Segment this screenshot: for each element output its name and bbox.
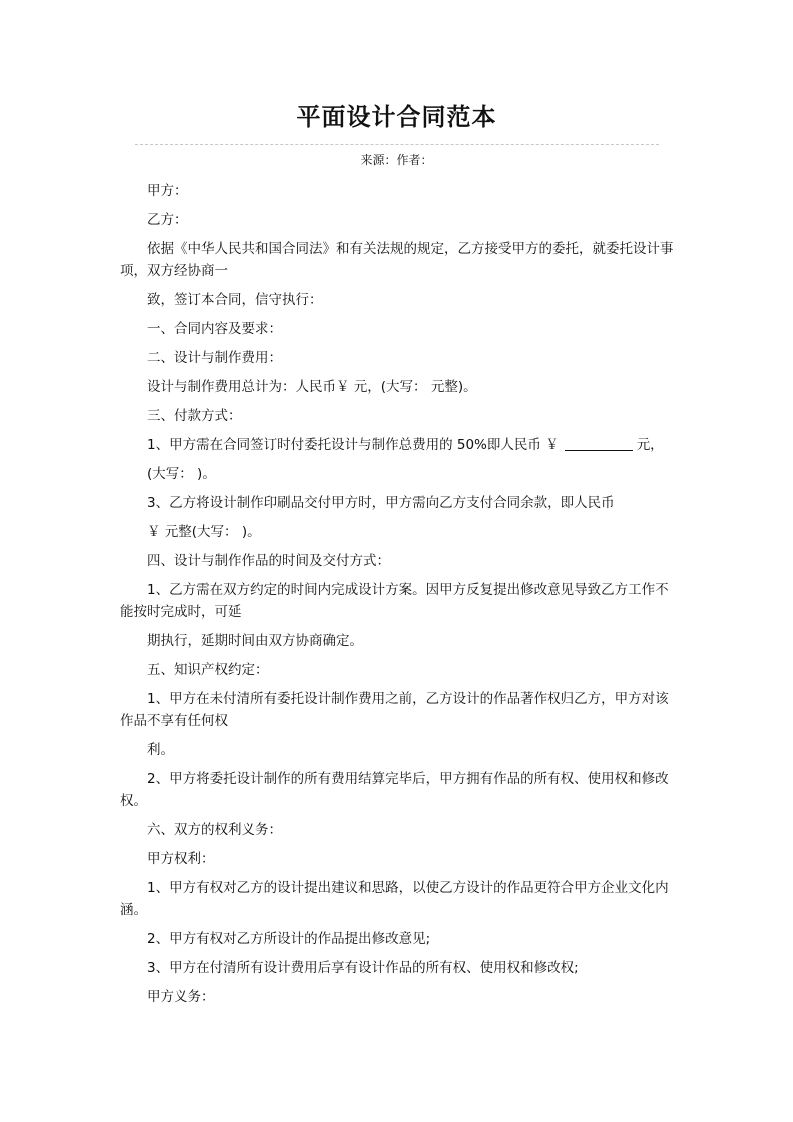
delivery-clause-1-continuation: 期执行，延期时间由双方协商确定。 [147, 633, 363, 649]
section-heading-fees: 二、设计与制作费用： [147, 350, 282, 366]
party-a-obligations-heading: 甲方义务： [147, 989, 215, 1005]
fee-total-line: 设计与制作费用总计为：人民币￥ 元，(大写： 元整)。 [147, 379, 477, 395]
payment-clause-1-capital: (大写： )。 [147, 466, 216, 482]
ip-clause-1-continuation: 利。 [147, 742, 174, 758]
party-a-line: 甲方： [147, 183, 188, 199]
payment-clause-3-amount: ￥ 元整(大写： )。 [147, 524, 261, 540]
source-author-line: 来源：作者： [360, 153, 433, 167]
contract-basis-paragraph: 依据《中华人民共和国合同法》和有关法规的规定，乙方接受甲方的委托，就委托设计事项，双方经协商一 [120, 241, 674, 279]
payment-clause-1-unit: 元， [636, 437, 664, 453]
ip-clause-2: 2、甲方将委托设计制作的所有费用结算完毕后，甲方拥有作品的所有权、使用权和修改权。 [120, 771, 669, 809]
payment-clause-1 [120, 434, 680, 456]
document-title: 平面设计合同范本 [296, 102, 497, 131]
contract-body [120, 180, 680, 1015]
party-a-right-2: 2、甲方有权对乙方所设计的作品提出修改意见; [147, 931, 431, 947]
delivery-clause-1: 1、乙方需在双方约定的时间内完成设计方案。因甲方反复提出修改意见导致乙方工作不能按时完成时，可延 [120, 582, 669, 620]
party-b-line: 乙方： [147, 212, 188, 228]
amount-blank-line [565, 436, 633, 451]
title-divider [135, 144, 659, 145]
payment-clause-3: 3、乙方将设计制作印刷品交付甲方时，甲方需向乙方支付合同余款，即人民币 [147, 495, 615, 511]
section-heading-content: 一、合同内容及要求： [147, 321, 282, 337]
section-heading-ip: 五、知识产权约定： [147, 662, 269, 678]
section-heading-delivery: 四、设计与制作作品的时间及交付方式： [147, 553, 390, 569]
party-a-right-3: 3、甲方在付清所有设计费用后享有设计作品的所有权、使用权和修改权; [147, 960, 579, 976]
payment-clause-1-text: 1、甲方需在合同签订时付委托设计与制作总费用的 50%即人民币 ￥ [147, 437, 559, 453]
party-a-rights-heading: 甲方权利： [147, 851, 215, 867]
contract-basis-continuation: 致，签订本合同，信守执行： [147, 292, 323, 308]
section-heading-payment: 三、付款方式： [147, 408, 242, 424]
section-heading-rights: 六、双方的权利义务： [147, 822, 282, 838]
ip-clause-1: 1、甲方在未付清所有委托设计制作费用之前，乙方设计的作品著作权归乙方，甲方对该作品不享有任何权 [120, 691, 669, 729]
party-a-right-1: 1、甲方有权对乙方的设计提出建议和思路，以使乙方设计的作品更符合甲方企业文化内涵。 [120, 880, 669, 918]
